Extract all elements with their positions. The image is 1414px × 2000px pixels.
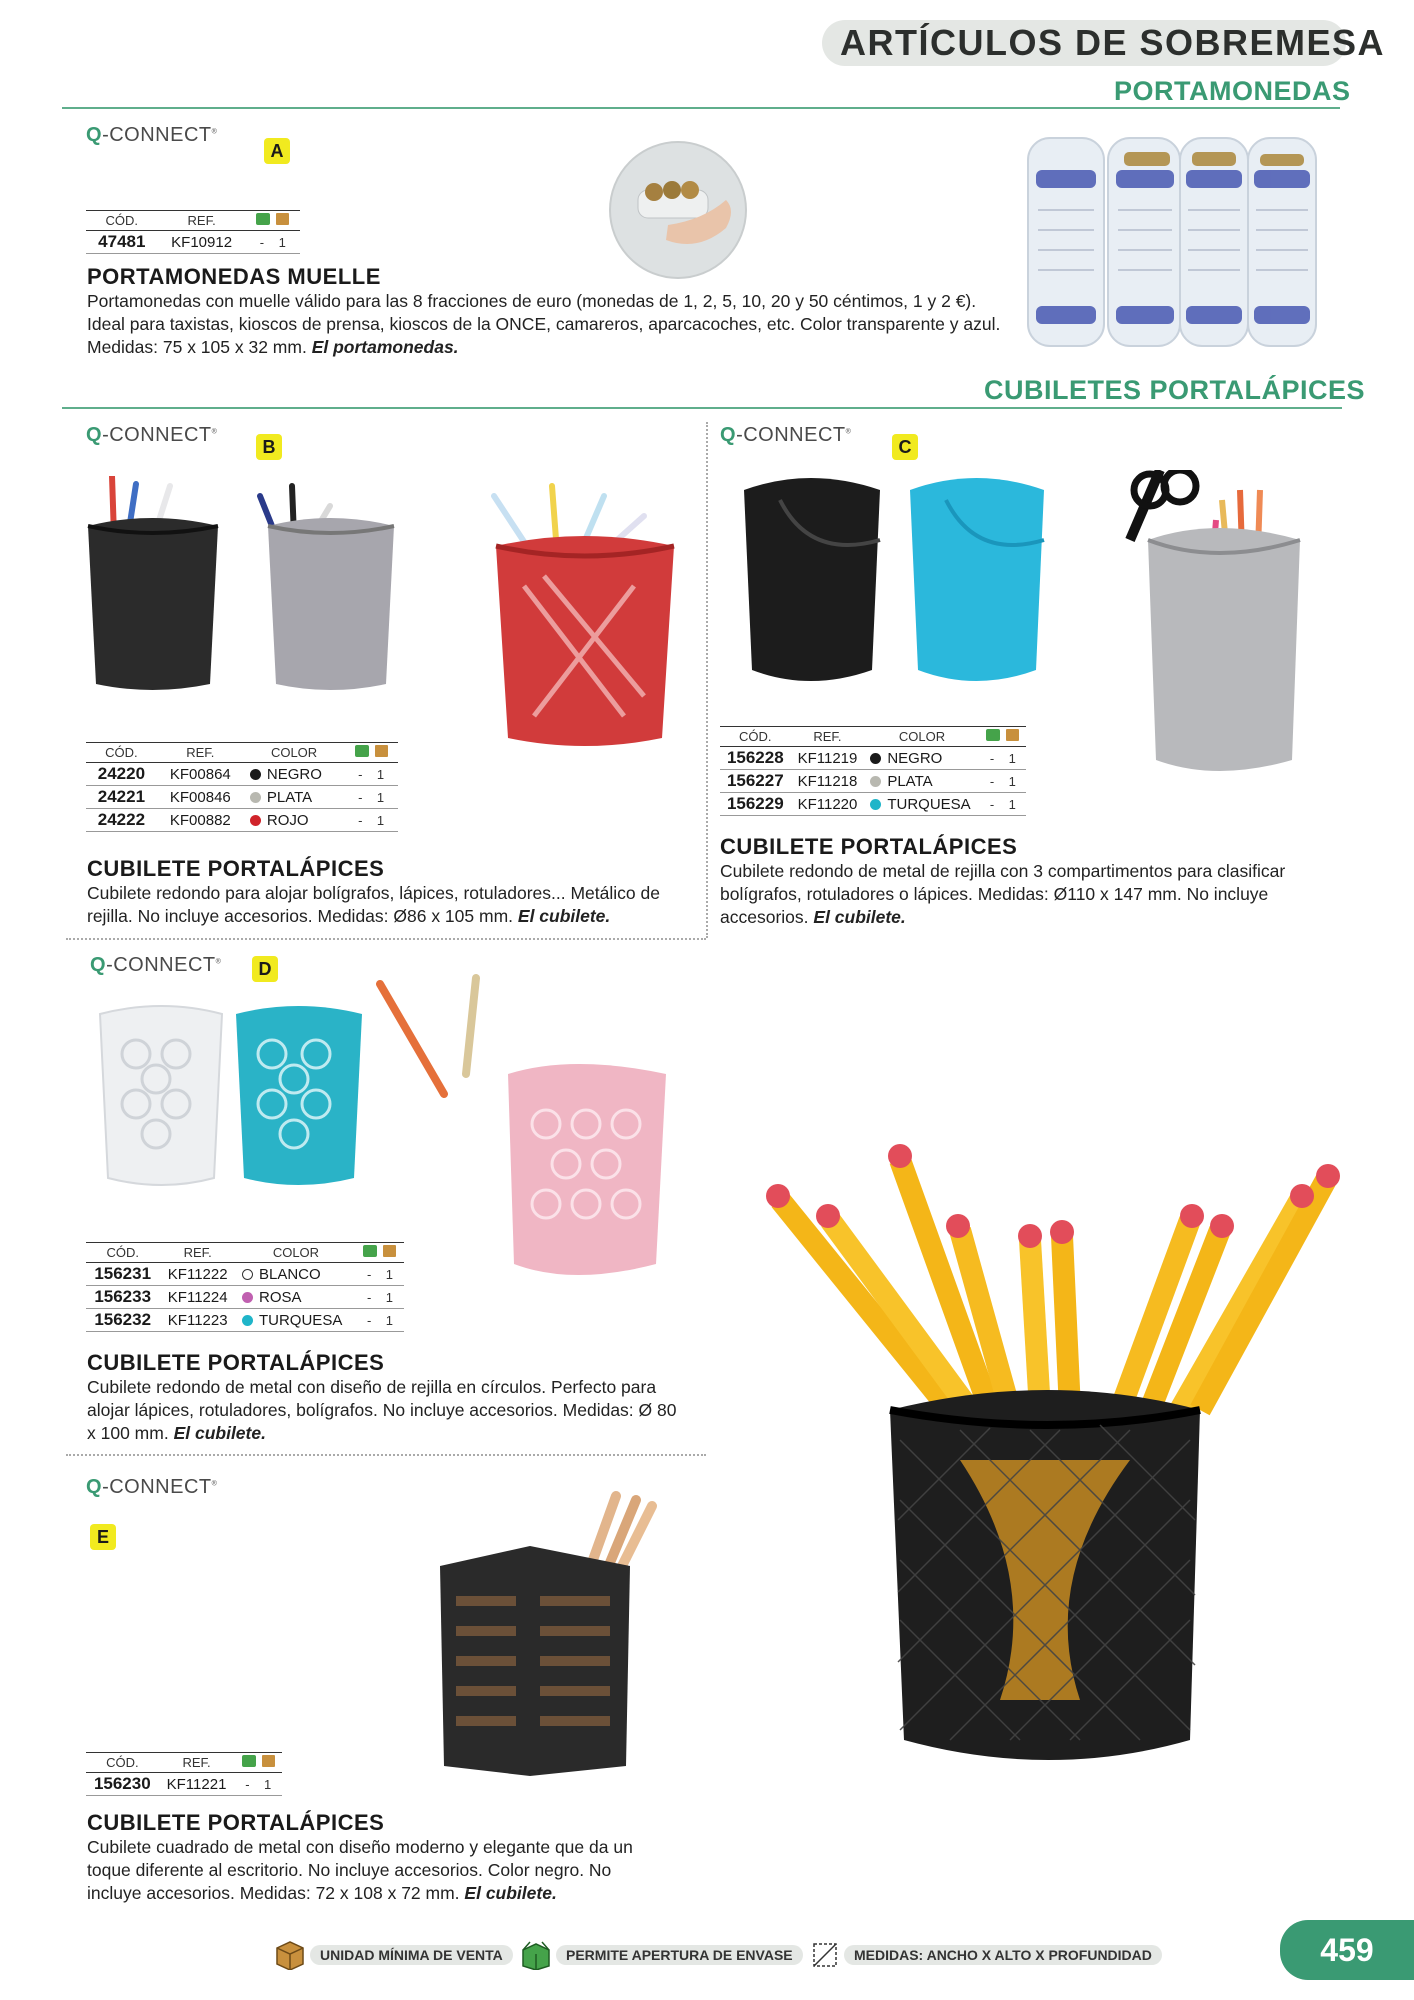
color-dot bbox=[242, 1269, 253, 1280]
box-icon bbox=[262, 1755, 275, 1767]
box-icon bbox=[1006, 729, 1019, 741]
box-icon bbox=[383, 1245, 396, 1257]
table-row: 156233 KF11224 ROSA - 1 bbox=[86, 1286, 404, 1309]
table-row: 156227 KF11218 PLATA - 1 bbox=[720, 770, 1026, 793]
page-title: ARTÍCULOS DE SOBREMESA bbox=[840, 22, 1386, 63]
legend-apertura: PERMITE APERTURA DE ENVASE bbox=[520, 1940, 803, 1970]
table-row: 156229 KF11220 TURQUESA - 1 bbox=[720, 793, 1026, 816]
section-title-cubiletes: CUBILETES PORTALÁPICES bbox=[984, 375, 1366, 405]
brand-logo: Q-CONNECT® bbox=[90, 954, 222, 976]
gift-icon bbox=[256, 213, 270, 225]
section-title-portamonedas: PORTAMONEDAS bbox=[1114, 76, 1351, 106]
table-row: 156232 KF11223 TURQUESA - 1 bbox=[86, 1309, 404, 1332]
page-number: 459 bbox=[1280, 1920, 1414, 1980]
product-badge-a: A bbox=[264, 138, 290, 164]
product-table-a bbox=[86, 210, 300, 254]
section-rule bbox=[62, 107, 1340, 109]
divider bbox=[66, 1454, 706, 1456]
box-icon bbox=[276, 213, 289, 225]
color-dot bbox=[242, 1315, 253, 1326]
product-e-image bbox=[430, 1476, 670, 1776]
product-desc-d: Cubilete redondo de metal con diseño de rejilla en círculos. Perfecto para alojar lápices, rotuladores, bolígrafos. No incluye accesorios. Medidas: Ø 80 x 100 mm. El cubilete. bbox=[87, 1377, 677, 1443]
table-row: 47481 KF10912 - 1 bbox=[86, 231, 300, 254]
product-desc-e: Cubilete cuadrado de metal con diseño moderno y elegante que da un toque diferente al escritorio. No incluye accesorios. Color negro. No incluye accesorios. Medidas: 72 x 108 x 72 mm. El cubilete. bbox=[87, 1837, 633, 1903]
product-badge-e: E bbox=[90, 1524, 116, 1550]
brand-logo: Q-CONNECT® bbox=[720, 424, 852, 446]
product-badge-d: D bbox=[252, 956, 278, 982]
color-dot bbox=[242, 1292, 253, 1303]
product-table-e: CÓD. REF. 156230 KF11221 - 1 bbox=[86, 1752, 282, 1796]
legend-unidad: UNIDAD MÍNIMA DE VENTA bbox=[274, 1940, 513, 1970]
product-b-image bbox=[84, 476, 704, 766]
table-row: 156228 KF11219 NEGRO - 1 bbox=[720, 747, 1026, 770]
box-icon bbox=[274, 1940, 306, 1970]
gift-icon bbox=[355, 745, 369, 757]
product-a-image bbox=[1024, 130, 1322, 352]
gift-icon bbox=[242, 1755, 256, 1767]
dimensions-icon bbox=[810, 1940, 840, 1970]
section-rule bbox=[62, 407, 1342, 409]
hero-pencil-cup-image bbox=[740, 1140, 1360, 1780]
open-box-icon bbox=[520, 1940, 552, 1970]
table-row: 24222 KF00882 ROJO - 1 bbox=[86, 809, 398, 832]
product-title-b: CUBILETE PORTALÁPICES bbox=[87, 856, 385, 881]
brand-logo: Q-CONNECT® bbox=[86, 424, 218, 446]
brand-logo: Q-CONNECT® bbox=[86, 124, 218, 146]
color-dot bbox=[870, 799, 881, 810]
color-dot bbox=[870, 776, 881, 787]
legend-medidas: MEDIDAS: ANCHO X ALTO X PROFUNDIDAD bbox=[810, 1940, 1162, 1970]
color-dot bbox=[250, 769, 261, 780]
col-header-cod: CÓD. bbox=[86, 211, 158, 231]
product-title-c: CUBILETE PORTALÁPICES bbox=[720, 834, 1018, 859]
product-badge-c: C bbox=[892, 434, 918, 460]
product-table-d: CÓD. REF. COLOR 156231 KF11222 BLANCO - 1 156233 KF11224 ROSA - 1 156232 KF11223 TURQUESA - 1 bbox=[86, 1242, 404, 1332]
col-header-ref: REF. bbox=[158, 211, 246, 231]
product-desc-c: Cubilete redondo de metal de rejilla con 3 compartimentos para clasificar bolígrafos, rotuladores o lápices. Medidas: Ø110 x 147 mm. No incluye accesorios. El cubilete. bbox=[720, 861, 1286, 927]
brand-logo: Q-CONNECT® bbox=[86, 1476, 218, 1498]
gift-icon bbox=[363, 1245, 377, 1257]
table-row: 24221 KF00846 PLATA - 1 bbox=[86, 786, 398, 809]
gift-icon bbox=[986, 729, 1000, 741]
divider bbox=[66, 938, 706, 940]
table-row: 156231 KF11222 BLANCO - 1 bbox=[86, 1263, 404, 1286]
product-badge-b: B bbox=[256, 434, 282, 460]
box-icon bbox=[375, 745, 388, 757]
product-desc-a: Portamonedas con muelle válido para las 8 fracciones de euro (monedas de 1, 2, 5, 10, 20 y 50 céntimos, 1 y 2 €). Ideal para taxistas, kioscos de prensa, kioscos de la ONCE, camareros, aparcacoches, etc. Color transparente y azul. Medidas: 75 x 105 x 32 mm. El portamonedas. bbox=[87, 291, 1001, 357]
divider bbox=[706, 422, 708, 938]
product-title-e: CUBILETE PORTALÁPICES bbox=[87, 1810, 385, 1835]
product-title-a: PORTAMONEDAS MUELLE bbox=[87, 264, 381, 289]
color-dot bbox=[250, 792, 261, 803]
product-title-d: CUBILETE PORTALÁPICES bbox=[87, 1350, 385, 1375]
product-a-detail-image bbox=[608, 140, 748, 280]
product-desc-b: Cubilete redondo para alojar bolígrafos, lápices, rotuladores... Metálico de rejilla. No incluye accesorios. Medidas: Ø86 x 105 mm. El cubilete. bbox=[87, 883, 660, 926]
product-table-c: CÓD. REF. COLOR 156228 KF11219 NEGRO - 1 156227 KF11218 PLATA - 1 156229 KF11220 TURQUESA - 1 bbox=[720, 726, 1026, 816]
color-dot bbox=[870, 753, 881, 764]
color-dot bbox=[250, 815, 261, 826]
product-table-b: CÓD. REF. COLOR 24220 KF00864 NEGRO - 1 24221 KF00846 PLATA - 1 24222 KF00882 ROJO - 1 bbox=[86, 742, 398, 832]
table-row: 24220 KF00864 NEGRO - 1 bbox=[86, 763, 398, 786]
table-row: 156230 KF11221 - 1 bbox=[86, 1773, 282, 1796]
